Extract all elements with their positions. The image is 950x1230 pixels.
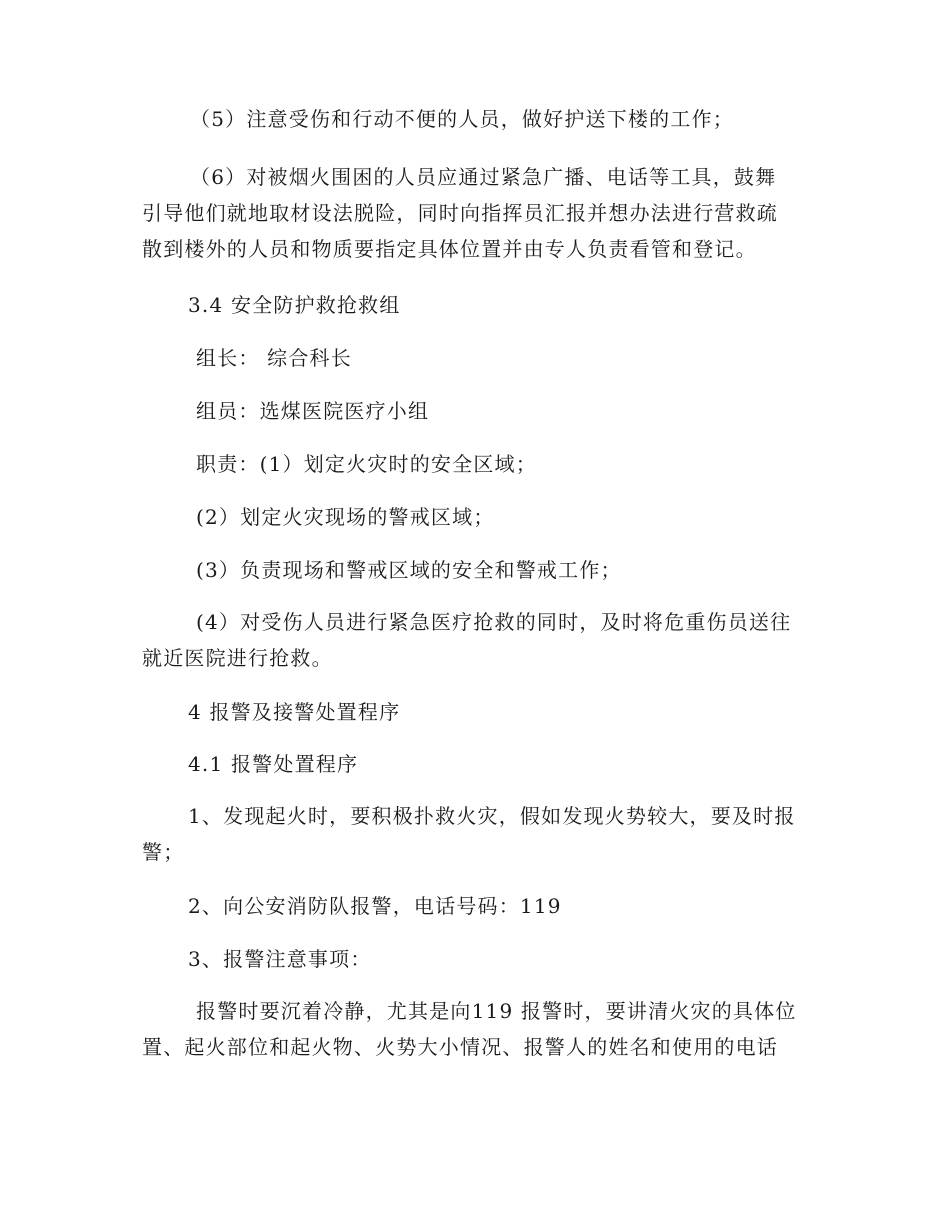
text-line: （6）对被烟火围困的人员应通过紧急广播、电话等工具，鼓舞 <box>190 165 777 189</box>
paragraph-item-6 <box>142 159 812 267</box>
text-line: 就近医院进行抢救。 <box>142 646 333 670</box>
text-line: 2、向公安消防队报警，电话号码：119 <box>188 894 562 918</box>
group-members-line <box>196 393 866 429</box>
duties-line-1 <box>196 446 866 482</box>
text-line: 组员：选煤医院医疗小组 <box>196 399 430 423</box>
reporting-notes-paragraph <box>142 993 812 1065</box>
group-leader-line <box>196 340 866 376</box>
duties-line-2 <box>196 499 866 535</box>
section-heading-4-1 <box>188 746 858 782</box>
text-line: 职责：(1）划定火灾时的安全区域； <box>196 452 537 476</box>
text-line: 1、发现起火时，要积极扑救火灾，假如发现火势较大，要及时报 <box>188 804 796 828</box>
section-heading-4 <box>188 694 858 730</box>
text-line: 警； <box>142 840 185 864</box>
text-line: (2）划定火灾现场的警戒区域； <box>196 505 495 529</box>
text-line: 散到楼外的人员和物质要指定具体位置并由专人负责看管和登记。 <box>142 237 757 261</box>
text-line: (4）对受伤人员进行紧急医疗抢救的同时，及时将危重伤员送往 <box>196 610 792 634</box>
text-line: 3、报警注意事项： <box>188 947 372 971</box>
text-line: 组长： 综合科长 <box>196 346 352 370</box>
text-line: 3.4 安全防护救抢救组 <box>188 293 401 317</box>
duties-line-3 <box>196 552 866 588</box>
text-line: (3）负责现场和警戒区域的安全和警戒工作； <box>196 558 622 582</box>
duties-line-4 <box>142 604 812 676</box>
text-line: 报警时要沉着冷静，尤其是向119 报警时，要讲清火灾的具体位 <box>196 999 797 1023</box>
text-line: 引导他们就地取材设法脱险，同时向指挥员汇报并想办法进行营救疏 <box>142 201 778 225</box>
section-heading-3-4 <box>188 287 858 323</box>
text-line: 4 报警及接警处置程序 <box>188 700 401 724</box>
procedure-step-3 <box>188 941 858 977</box>
paragraph-item-5 <box>190 101 860 137</box>
text-line: 置、起火部位和起火物、火势大小情况、报警人的姓名和使用的电话 <box>142 1035 778 1059</box>
text-line: 4.1 报警处置程序 <box>188 752 359 776</box>
procedure-step-2 <box>188 888 858 924</box>
text-line: （5）注意受伤和行动不便的人员，做好护送下楼的工作； <box>190 107 734 131</box>
procedure-step-1 <box>142 798 812 870</box>
